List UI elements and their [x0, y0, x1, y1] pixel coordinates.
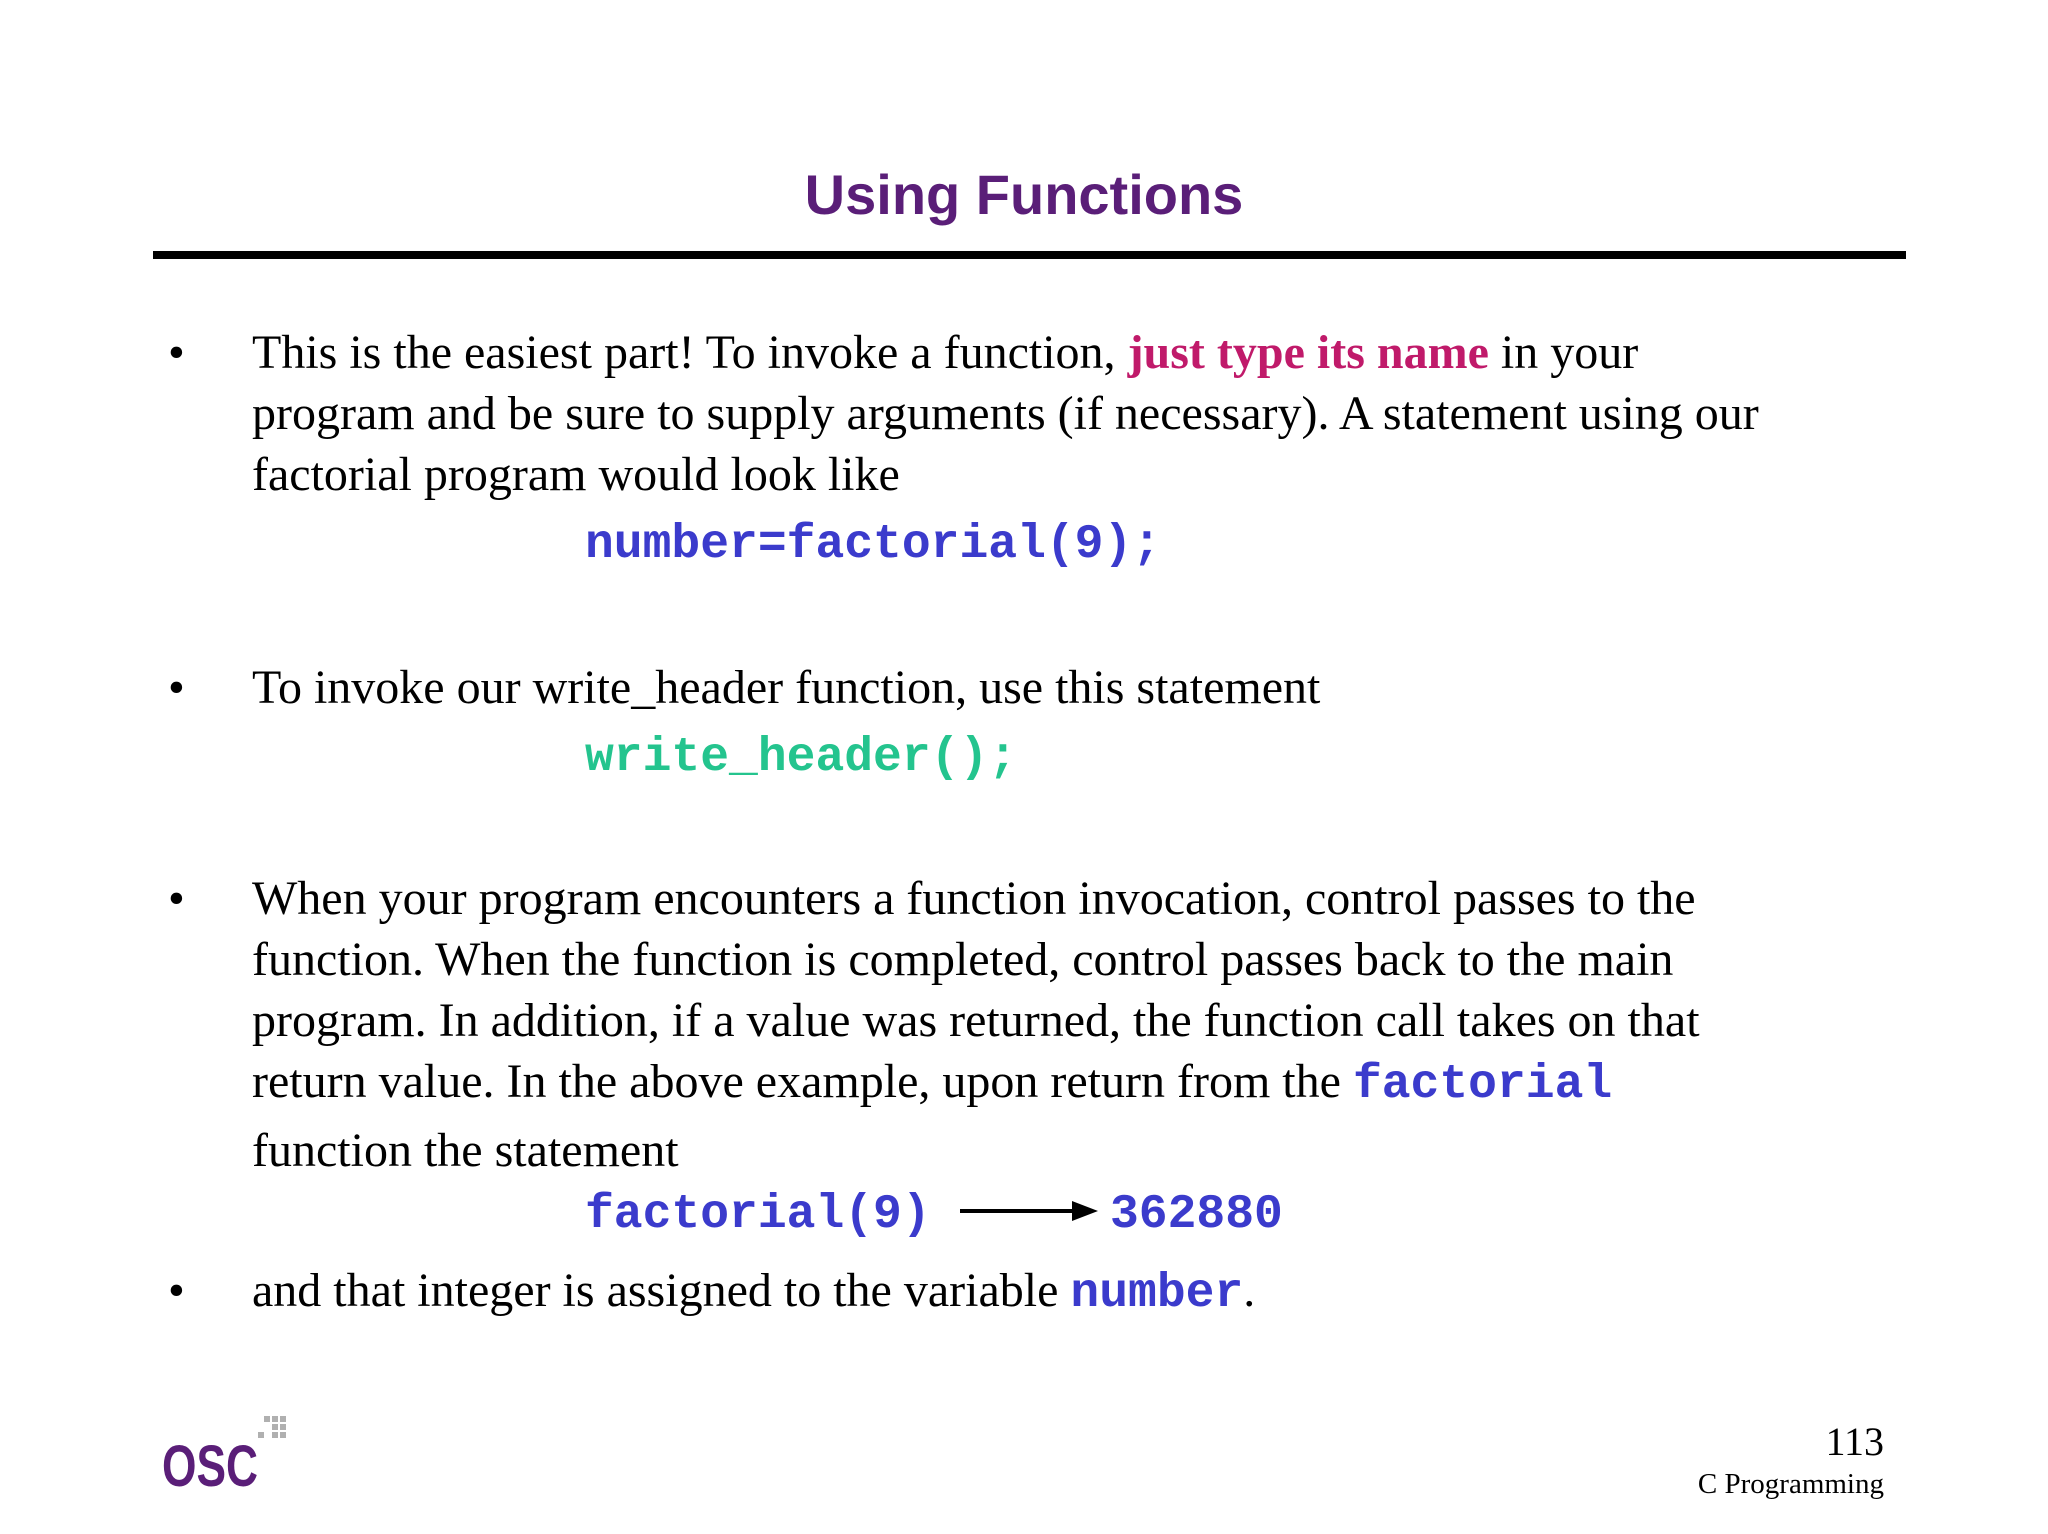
code-factorial-assignment: number=factorial(9); [585, 518, 1162, 572]
right-arrow-icon [960, 1199, 1100, 1223]
logo-text: OSC [162, 1434, 258, 1490]
bullet-3-text [252, 868, 1912, 1181]
emphasis-text: just type its name [1127, 326, 1489, 379]
bullet-marker: • [168, 326, 185, 379]
inline-code-factorial: factorial [1352, 1058, 1613, 1112]
bullet-marker: • [168, 1264, 185, 1317]
bullet-1-line-2: program and be sure to supply arguments (if necessary). A statement using our [252, 387, 1759, 440]
slide-title: Using Functions [804, 163, 1244, 226]
code-factorial-result: 362880 [1110, 1188, 1283, 1242]
bullet-3-line-1: When your program encounters a function invocation, control passes to the [252, 872, 1696, 925]
osc-logo [162, 1412, 292, 1490]
code-factorial-call: factorial(9) [585, 1188, 931, 1242]
bullet-marker: • [168, 661, 185, 714]
inline-code-number: number [1070, 1267, 1244, 1321]
page-number: 113 [1825, 1419, 1884, 1464]
bullet-3-line-2: function. When the function is completed, control passes back to the main [252, 933, 1674, 986]
code-write-header-call: write_header(); [585, 731, 1018, 785]
bullet-2-text: To invoke our write_header function, use this statement [252, 661, 1321, 714]
bullet-4-text: and that integer is assigned to the variable number. [252, 1264, 1256, 1321]
bullet-3-line-3: program. In addition, if a value was returned, the function call takes on that [252, 994, 1700, 1047]
bullet-3-line-5: function the statement [252, 1124, 679, 1177]
bullet-3-line-4: return value. In the above example, upon return from the factorial [252, 1055, 1613, 1112]
title-divider [153, 251, 1906, 259]
bullet-1-line-1: This is the easiest part! To invoke a function, just type its name in your [252, 326, 1639, 379]
bullet-marker: • [168, 872, 185, 925]
bullet-1-line-3: factorial program would look like [252, 448, 900, 501]
course-label: C Programming [1697, 1468, 1884, 1500]
bullet-1-text [252, 322, 1912, 505]
